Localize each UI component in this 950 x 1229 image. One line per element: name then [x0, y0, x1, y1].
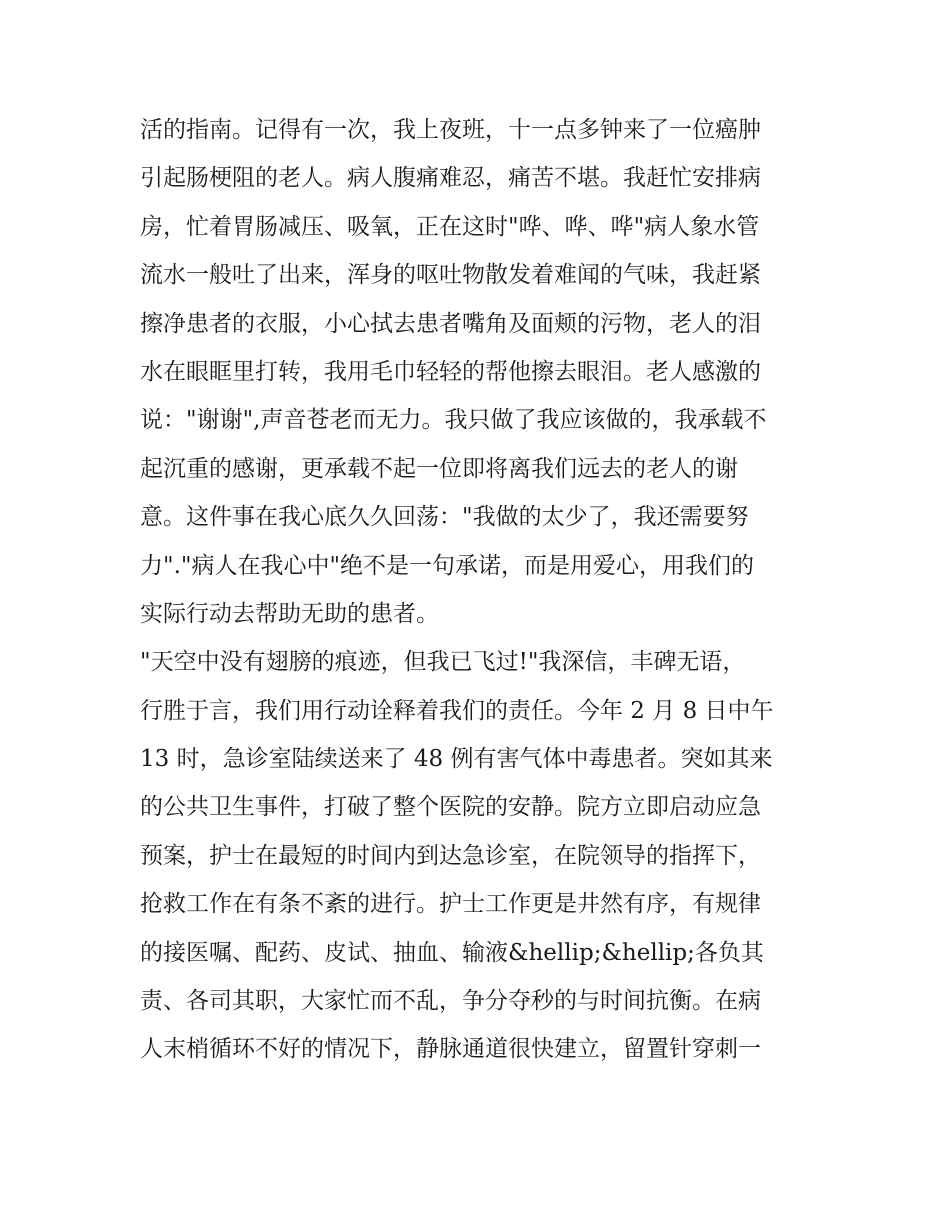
text-line: 说："谢谢",声音苍老而无力。我只做了我应该做的，我承载不: [140, 407, 767, 434]
text-line: 起沉重的感谢，更承载不起一位即将离我们远去的老人的谢: [140, 455, 738, 482]
text-line: 的接医嘱、配药、皮试、抽血、输液&hellip;&hellip;各负其: [140, 939, 764, 966]
text-line: 房，忙着胃肠减压、吸氧，正在这时"哗、哗、哗"病人象水管: [140, 213, 760, 240]
text-line: 责、各司其职，大家忙而不乱，争分夺秒的与时间抗衡。在病: [140, 988, 761, 1015]
text-line: 引起肠梗阻的老人。病人腹痛难忍，痛苦不堪。我赶忙安排病: [140, 165, 761, 192]
body-text: [140, 106, 830, 1074]
text-line: 实际行动去帮助无助的患者。: [140, 600, 439, 627]
text-line: 水在眼眶里打转，我用毛巾轻轻的帮他擦去眼泪。老人感激的: [140, 358, 761, 385]
text-line: 的公共卫生事件，打破了整个医院的安静。院方立即启动应急: [140, 794, 761, 821]
text-line: 行胜于言，我们用行动诠释着我们的责任。今年 2 月 8 日中午: [140, 697, 774, 724]
text-line: 人末梢循环不好的情况下，静脉通道很快建立，留置针穿刺一: [140, 1036, 761, 1063]
text-line: 意。这件事在我心底久久回荡："我做的太少了，我还需要努: [140, 504, 749, 531]
text-line: "天空中没有翅膀的痕迹，但我已飞过!"我深信，丰碑无语，: [140, 649, 746, 676]
text-line: 13 时，急诊室陆续送来了 48 例有害气体中毒患者。突如其来: [140, 746, 773, 773]
text-line: 擦净患者的衣服，小心拭去患者嘴角及面颊的污物，老人的泪: [140, 310, 761, 337]
text-line: 活的指南。记得有一次，我上夜班，十一点多钟来了一位癌肿: [140, 117, 761, 143]
text-line: 抢救工作在有条不紊的进行。护士工作更是井然有序，有规律: [140, 891, 761, 918]
text-line: 流水一般吐了出来，浑身的呕吐物散发着难闻的气味，我赶紧: [140, 262, 761, 289]
text-line: 预案，护士在最短的时间内到达急诊室，在院领导的指挥下，: [140, 842, 761, 869]
text-line: 力"."病人在我心中"绝不是一句承诺，而是用爱心，用我们的: [140, 552, 755, 579]
